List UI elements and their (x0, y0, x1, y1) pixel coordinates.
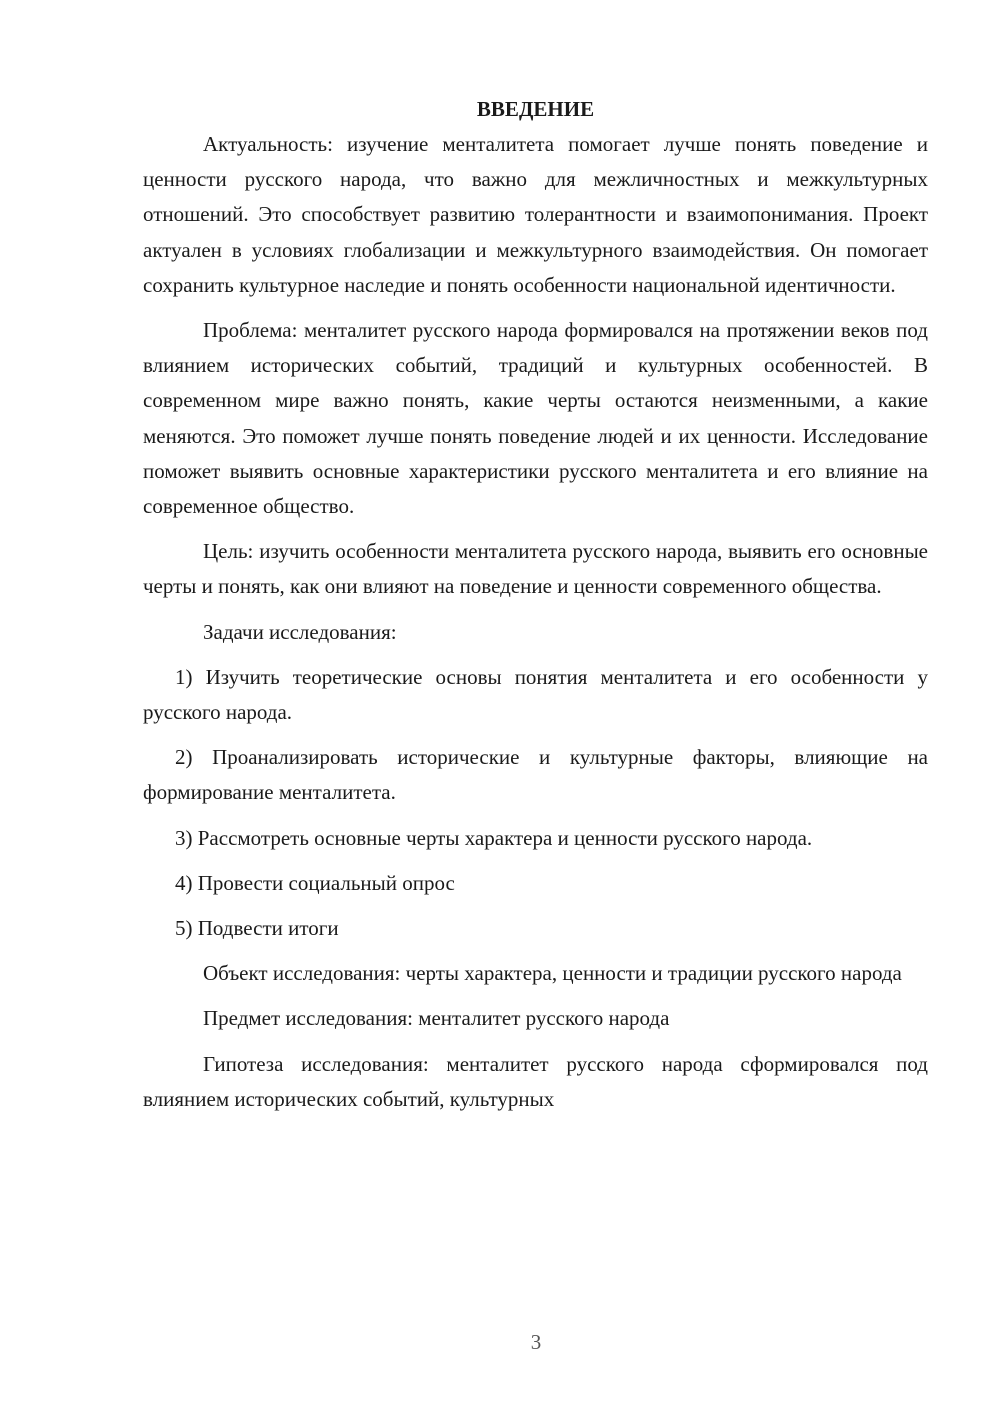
page-title: ВВЕДЕНИЕ (476, 97, 595, 121)
tasks-heading: Задачи исследования: (203, 619, 397, 644)
task-item: 1) Изучить теоретические основы понятия менталитета и его особенности у русского народа. (143, 664, 928, 725)
goal-paragraph: Цель: изучить особенности менталитета русского народа, выявить его основные черты и понять, как они влияют на поведение и ценности современного общества. (143, 539, 928, 599)
task-item: 2) Проанализировать исторические и культурные факторы, влияющие на формирование менталитета. (143, 745, 928, 805)
subject-paragraph: Предмет исследования: менталитет русского народа (203, 1006, 670, 1031)
relevance-paragraph: Актуальность: изучение менталитета помогает лучше понять поведение и ценности русского народа, что важно для межличностных и межкультурных отношений. Это способствует развитию толерантности и взаимопонимания. Проект актуален в условиях глобализации и межкультурного взаимодействия. Он помогает сохранить культурное наследие и понять особенности национальной идентичности. (143, 132, 928, 297)
problem-paragraph: Проблема: менталитет русского народа формировался на протяжении веков под влиянием исторических событий, традиций и культурных особенностей. В современном мире важно понять, какие черты остаются неизменными, а какие меняются. Это поможет лучше понять поведение людей и их ценности. Исследование поможет выявить основные характеристики русского менталитета и его влияние на современное общество. (143, 318, 928, 519)
document-page (143, 92, 928, 1117)
task-item: 3) Рассмотреть основные черты характера и ценности русского народа. (175, 825, 813, 850)
object-paragraph: Объект исследования: черты характера, ценности и традиции русского народа (203, 961, 902, 986)
task-item: 5) Подвести итоги (175, 916, 339, 941)
task-item: 4) Провести социальный опрос (175, 870, 455, 895)
hypothesis-paragraph: Гипотеза исследования: менталитет русского народа сформировался под влиянием исторических событий, культурных (143, 1051, 928, 1111)
page-number: 3 (530, 1330, 542, 1354)
